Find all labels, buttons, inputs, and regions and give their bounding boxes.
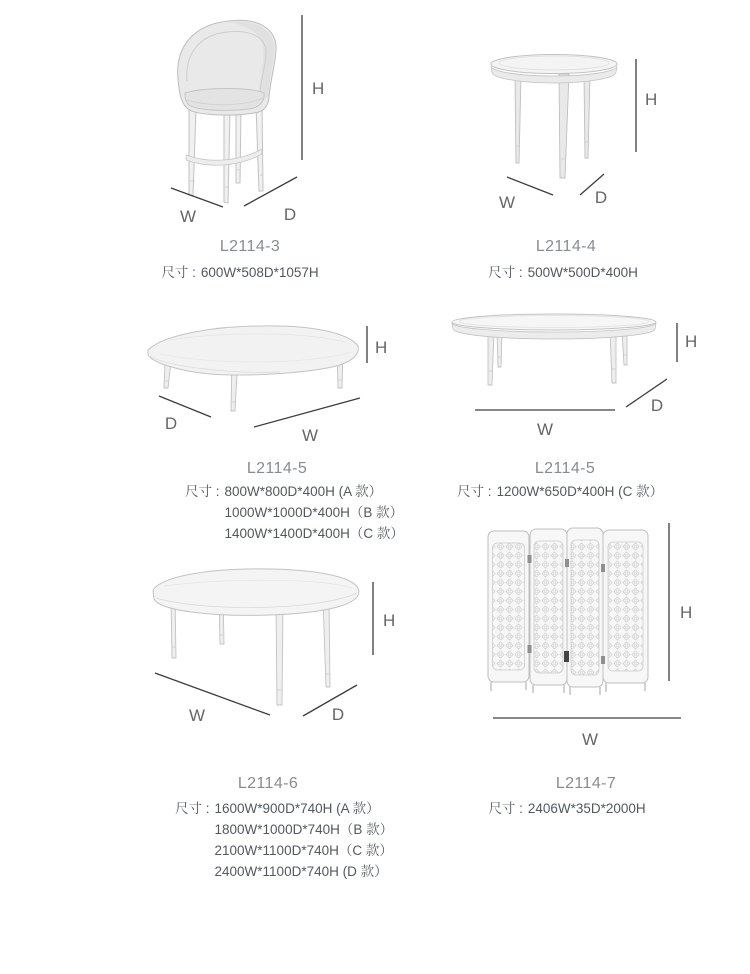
product-size	[463, 262, 663, 283]
width-label: W	[536, 420, 554, 439]
size-line: 1000W*1000D*400H（B 款）	[224, 505, 404, 520]
chair-seat	[185, 89, 264, 111]
width-label: W	[498, 193, 516, 212]
height-label: H	[685, 332, 698, 351]
width-label: W	[301, 426, 319, 445]
product-model: L2114-4	[535, 238, 597, 255]
size-line: 1400W*1400D*400H（C 款）	[224, 526, 404, 541]
leg-foot-lines	[172, 635, 329, 690]
width-label: W	[188, 706, 206, 725]
coffee-table-sketch	[130, 310, 390, 450]
depth-dimension-line	[244, 177, 297, 206]
tabletop	[491, 55, 617, 74]
panel-lattice	[534, 541, 563, 673]
size-value: 1200W*650D*400H (C 款）	[496, 484, 664, 499]
depth-label: D	[283, 205, 297, 224]
folding-screen-drawing	[488, 528, 648, 695]
size-line: 1600W*900D*740H (A 款）	[214, 801, 380, 816]
width-dimension-line	[254, 398, 360, 427]
dining-table-sketch	[130, 550, 415, 740]
panel-lattice	[571, 540, 599, 675]
product-model: L2114-6	[237, 775, 299, 792]
bar-stool-drawing	[178, 20, 276, 203]
width-dimension-line	[155, 673, 270, 715]
leg-foot-lines	[516, 142, 588, 159]
size-prefix: 尺寸 :	[175, 801, 210, 816]
height-label: H	[312, 79, 325, 98]
oval-table-sketch	[440, 305, 700, 440]
panel-lattice	[493, 543, 525, 670]
size-lines	[225, 481, 404, 544]
size-prefix: 尺寸 :	[488, 265, 523, 280]
size-value: 600W*508D*1057H	[200, 265, 319, 280]
size-value: 2406W*35D*2000H	[527, 801, 646, 816]
width-label: W	[179, 207, 197, 226]
depth-label: D	[650, 396, 664, 415]
width-label: W	[581, 730, 599, 749]
product-sizes	[175, 798, 393, 882]
size-prefix: 尺寸 :	[488, 801, 523, 816]
table-legs	[515, 74, 590, 178]
height-label: H	[680, 603, 693, 622]
product-size	[467, 798, 667, 819]
size-line: 800W*800D*400H (A 款）	[224, 484, 383, 499]
product-model: L2114-5	[534, 460, 596, 477]
dining-table-drawing	[153, 569, 359, 705]
height-label: H	[383, 611, 396, 630]
size-prefix: 尺寸 :	[457, 484, 492, 499]
depth-label: D	[594, 188, 608, 207]
bar-stool-sketch	[150, 5, 340, 230]
product-model: L2114-7	[555, 775, 617, 792]
size-line: 2100W*1100D*740H（C 款）	[214, 843, 393, 858]
height-label: H	[645, 90, 658, 109]
oval-table-drawing	[452, 314, 656, 385]
side-table-drawing	[491, 55, 617, 179]
tabletop	[148, 326, 358, 375]
product-size	[140, 262, 340, 283]
product-size	[457, 481, 664, 502]
size-line: 1800W*1000D*740H（B 款）	[214, 822, 394, 837]
panel-lattice	[608, 542, 643, 671]
depth-dimension-line	[303, 685, 357, 716]
side-table-sketch	[460, 40, 695, 220]
width-dimension-line	[171, 188, 223, 207]
product-model: L2114-3	[219, 238, 281, 255]
depth-label: D	[331, 705, 345, 724]
tabletop	[153, 569, 359, 615]
size-lines	[215, 798, 394, 882]
depth-label: D	[164, 414, 178, 433]
product-model: L2114-5	[246, 460, 308, 477]
size-prefix: 尺寸 :	[185, 484, 220, 499]
leg-foot-lines	[164, 380, 342, 402]
height-label: H	[375, 338, 388, 357]
product-sizes	[185, 481, 404, 544]
screen-panels	[488, 528, 648, 687]
size-prefix: 尺寸 :	[161, 265, 196, 280]
size-value: 500W*500D*400H	[527, 265, 638, 280]
coffee-table-drawing	[148, 326, 358, 411]
folding-screen-sketch	[460, 515, 700, 755]
size-line: 2400W*1100D*740H (D 款）	[214, 864, 388, 879]
leg-foot-lines	[488, 355, 627, 371]
